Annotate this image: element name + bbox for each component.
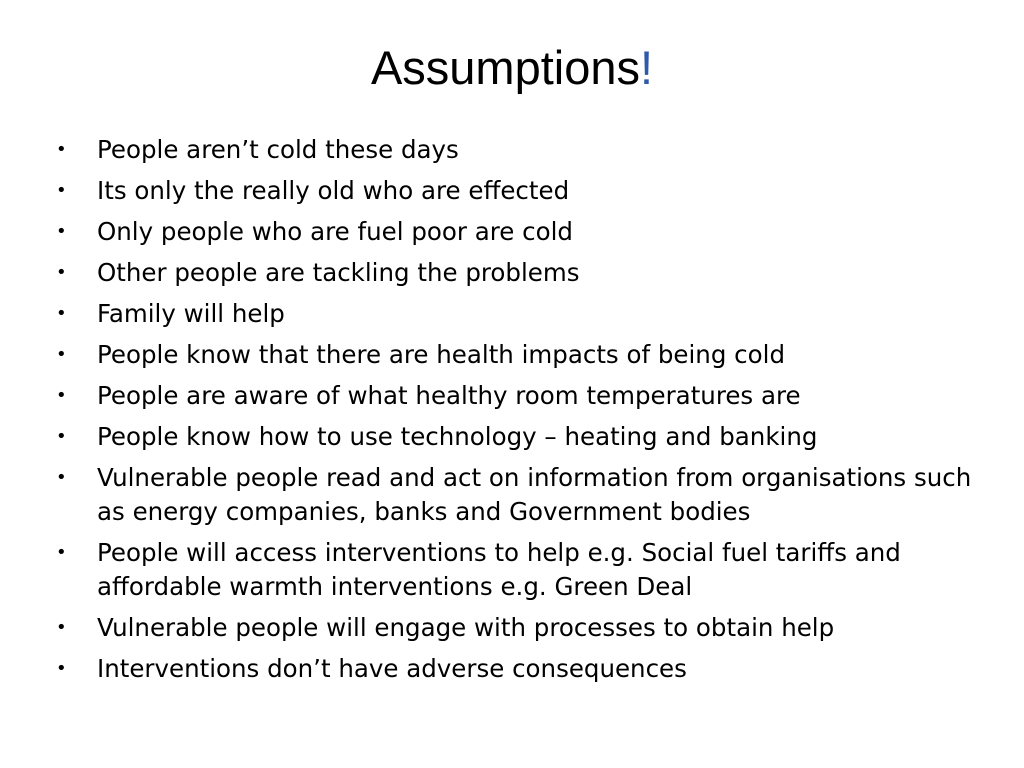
- bullet-dot: •: [56, 617, 67, 638]
- bullet-text: Vulnerable people read and act on information from organisations such as energy companies, banks and Government bodies: [97, 463, 972, 526]
- bullet-item: [56, 215, 976, 249]
- bullet-text: Interventions don’t have adverse consequences: [97, 654, 687, 683]
- bullet-dot: •: [56, 426, 67, 447]
- bullet-dot: •: [56, 385, 67, 406]
- bullet-item: [56, 174, 976, 208]
- bullet-text: Its only the really old who are effected: [97, 176, 570, 205]
- bullet-text: People know that there are health impacts of being cold: [97, 340, 785, 369]
- bullet-dot: •: [56, 139, 67, 160]
- bullet-item: [56, 611, 976, 645]
- bullet-list: [56, 133, 976, 693]
- bullet-item: [56, 256, 976, 290]
- bullet-dot: •: [56, 221, 67, 242]
- bullet-dot: •: [56, 467, 67, 488]
- bullet-item: [56, 461, 976, 529]
- bullet-text: People are aware of what healthy room temperatures are: [97, 381, 801, 410]
- bullet-item: [56, 338, 976, 372]
- bullet-item: [56, 420, 976, 454]
- bullet-dot: •: [56, 303, 67, 324]
- bullet-item: [56, 652, 976, 686]
- bullet-text: Other people are tackling the problems: [97, 258, 580, 287]
- bullet-item: [56, 297, 976, 331]
- bullet-dot: •: [56, 344, 67, 365]
- bullet-dot: •: [56, 542, 67, 563]
- bullet-text: People know how to use technology – heating and banking: [97, 422, 818, 451]
- bullet-dot: •: [56, 658, 67, 679]
- bullet-text: Family will help: [97, 299, 285, 328]
- bullet-text: Vulnerable people will engage with processes to obtain help: [97, 613, 835, 642]
- bullet-dot: •: [56, 262, 67, 283]
- title-exclamation: !: [640, 41, 654, 94]
- bullet-text: People aren’t cold these days: [97, 135, 459, 164]
- title-text: Assumptions: [370, 41, 640, 94]
- bullet-dot: •: [56, 180, 67, 201]
- bullet-item: [56, 379, 976, 413]
- bullet-item: [56, 536, 976, 604]
- bullet-text: People will access interventions to help e.g. Social fuel tariffs and affordable warmth interventions e.g. Green Deal: [97, 538, 901, 601]
- bullet-text: Only people who are fuel poor are cold: [97, 217, 573, 246]
- slide-title: [0, 36, 1024, 100]
- bullet-item: [56, 133, 976, 167]
